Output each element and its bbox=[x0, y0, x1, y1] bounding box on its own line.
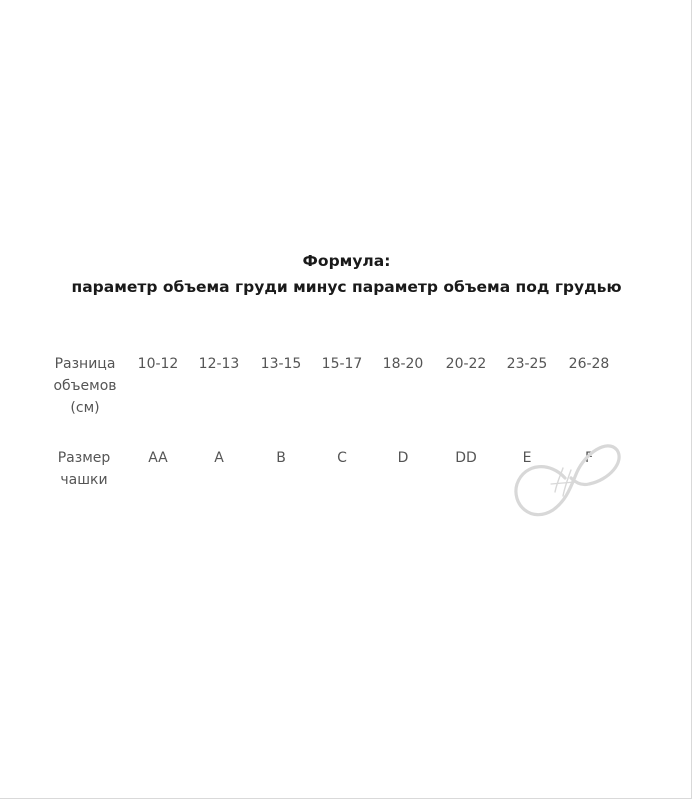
row-label-difference-line2: объемов bbox=[53, 378, 117, 394]
difference-cell: 20-22 bbox=[445, 356, 487, 372]
difference-cell: 13-15 bbox=[260, 356, 302, 372]
difference-cell: 26-28 bbox=[568, 356, 610, 372]
row-label-cup-line1: Размер bbox=[57, 450, 111, 466]
row-label-cup bbox=[44, 447, 124, 491]
difference-cell: 18-20 bbox=[382, 356, 424, 372]
difference-cell: 23-25 bbox=[506, 356, 548, 372]
cup-cell: D bbox=[397, 450, 409, 466]
row-label-cup-line2: чашки bbox=[60, 472, 108, 488]
formula-heading bbox=[0, 248, 693, 300]
row-label-difference bbox=[45, 353, 125, 419]
difference-cell: 10-12 bbox=[137, 356, 179, 372]
infinity-monogram-logo-icon bbox=[505, 432, 625, 524]
cup-cell: DD bbox=[455, 450, 477, 466]
cup-cell: AA bbox=[148, 450, 168, 466]
cup-cell: F bbox=[584, 450, 594, 466]
difference-cell: 12-13 bbox=[198, 356, 240, 372]
cup-cell: C bbox=[337, 450, 347, 466]
difference-cell: 15-17 bbox=[321, 356, 363, 372]
cup-cell: B bbox=[276, 450, 286, 466]
cup-cell: A bbox=[214, 450, 224, 466]
row-label-difference-line1: Разница bbox=[54, 356, 116, 372]
formula-title: Формула: bbox=[302, 252, 391, 270]
row-label-difference-line3: (см) bbox=[70, 400, 100, 416]
cup-cell: E bbox=[522, 450, 532, 466]
formula-description: параметр объема груди минус параметр объема под грудью bbox=[71, 278, 622, 296]
